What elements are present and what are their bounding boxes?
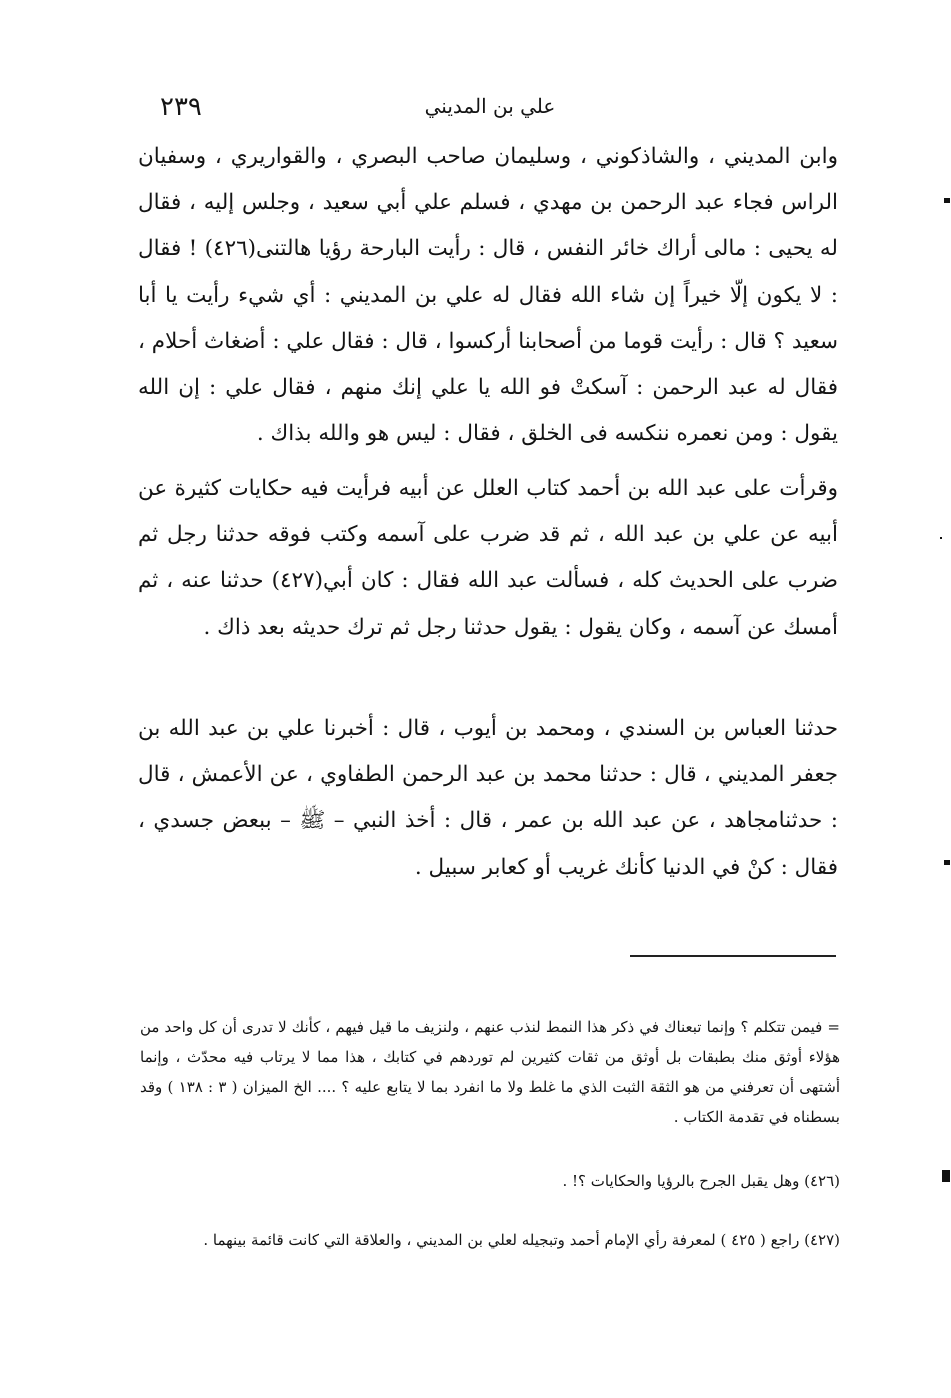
footnote-continuation: = فيمن تتكلم ؟ وإنما تبعناك في ذكر هذا النمط لنذب عنهم ، ولنزيف ما قيل فيهم ، كأنك لا تدرى أن كل واحد من هؤلاء أوثق منك بطبقات بل أوثق من ثقات كثيرين لم توردهم في كتابك ، هذا مما لا يرتاب فيه محدّث ، وإنما أشتهى أن تعرفني من هو الثقة الثبت الذي ما غلط ولا ما انفرد بما لا يتابع عليه ؟ .... الخ الميزان ( ٣ : ١٣٨ ) وقد بسطناه في تقدمة الكتاب . <box>140 1018 840 1126</box>
footnote-divider <box>630 955 836 957</box>
footnote-427: (٤٢٧) راجع ( ٤٢٥ ) لمعرفة رأي الإمام أحمد وتبجيله لعلي بن المديني ، والعلاقة التي كانت قائمة بينهما . <box>203 1231 840 1249</box>
body-paragraph: حدثنا العباس بن السندي ، ومحمد بن أيوب ، قال : أخبرنا علي بن عبد الله بن جعفر المديني ، قال : حدثنا محمد بن عبد الرحمن الطفاوي ، عن الأعمش ، قال : حدثنامجاهد ، عن عبد الله بن عمر ، قال : أخذ النبي – ﷺ – ببعض جسدي ، فقال : كنْ في الدنيا كأنك غريب أو كعابر سبيل . <box>138 716 838 880</box>
running-title: علي بن المديني <box>424 94 556 118</box>
footnote-426: (٤٢٦) وهل يقبل الجرح بالرؤيا والحكايات ؟! . <box>562 1172 840 1190</box>
scan-margin-mark <box>942 1170 950 1182</box>
scan-margin-mark <box>944 860 950 865</box>
page-header <box>140 92 840 126</box>
page-number: ٢٣٩ <box>160 92 202 122</box>
body-paragraph: وابن المديني ، والشاذكوني ، وسليمان صاحب البصري ، والقواريري ، وسفيان الراس فجاء عبد الرحمن بن مهدي ، فسلم علي أبي سعيد ، وجلس إليه ، فقال له يحيى : مالى أراك خائر النفس ، قال : رأيت البارحة رؤيا هالتنى(٤٢٦) ! فقال : لا يكون إلّا خيراً إن شاء الله فقال له علي بن المديني : أي شيء رأيت يا أبا سعيد ؟ قال : رأيت قوما من أصحابنا أركسوا ، قال : فقال علي : أضغاث أحلام ، فقال له عبد الرحمن : آسكتْ فو الله يا علي إنك منهم ، فقال علي : إن الله يقول : ومن نعمره ننكسه فى الخلق ، فقال : ليس هو والله بذاك . <box>138 144 838 447</box>
scan-margin-mark <box>940 537 942 539</box>
scan-margin-mark <box>944 198 950 203</box>
body-paragraph: وقرأت على عبد الله بن أحمد كتاب العلل عن أبيه فرأيت فيه حكايات كثيرة عن أبيه عن علي بن عبد الله ، ثم قد ضرب على آسمه وكتب فوقه حدثنا رجل ثم ضرب على الحديث كله ، فسألت عبد الله فقال : كان أبي(٤٢٧) حدثنا عنه ، ثم أمسك عن آسمه ، وكان يقول : يقول حدثنا رجل ثم ترك حديثه بعد ذاك . <box>138 476 838 640</box>
